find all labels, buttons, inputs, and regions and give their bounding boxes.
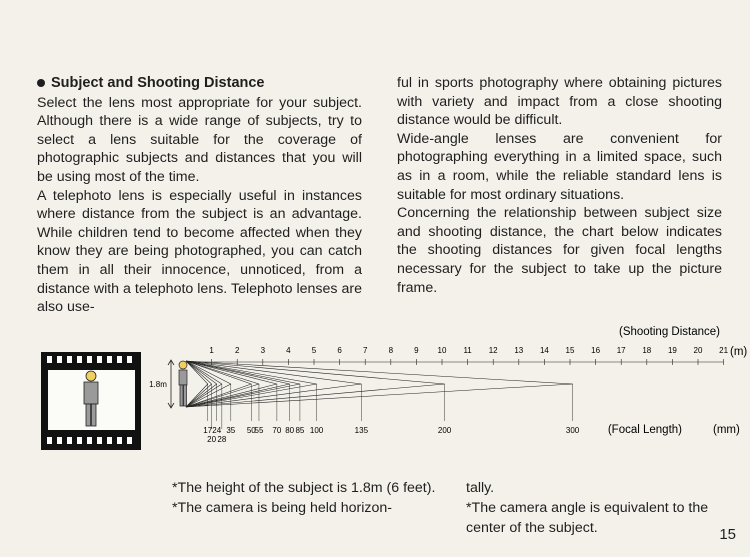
film-hole [117, 356, 122, 363]
distance-tick-label: 3 [260, 346, 266, 355]
page-number: 15 [719, 526, 736, 543]
distance-tick-label: 5 [311, 346, 317, 355]
distance-tick-label: 18 [642, 346, 652, 355]
note: tally. [466, 480, 495, 496]
focal-length-label: 55 [254, 426, 264, 435]
notes-right [466, 478, 736, 538]
distance-tick-label: 2 [234, 346, 240, 355]
ray-line [186, 361, 317, 384]
film-hole [87, 356, 92, 363]
paragraph: Concerning the relationship between subject size and shooting distance, the chart below indicates the shooting distances for given focal lengths necessary for the subject to take up the picture frame. [397, 205, 722, 296]
distance-tick-label: 4 [286, 346, 291, 355]
focal-length-label: 300 [565, 426, 580, 435]
film-hole [77, 437, 82, 444]
right-column [397, 74, 722, 297]
paragraph: Wide-angle lenses are convenient for photographing everything in a limited space, such as in a room, while the reliable standard lens is suitable for most ordinary situations. [397, 130, 722, 203]
ray-line [186, 384, 445, 407]
distance-tick-label: 15 [565, 346, 575, 355]
notes-left [172, 478, 442, 518]
focal-length-label: 20 [207, 435, 217, 444]
note: *The camera is being held horizon- [172, 500, 393, 516]
distance-tick-label: 1 [209, 346, 214, 355]
focal-length-label: 80 [285, 426, 295, 435]
focal-length-label: 28 [217, 435, 227, 444]
film-hole [77, 356, 82, 363]
distance-tick-label: 14 [539, 346, 549, 355]
section-heading [37, 74, 362, 93]
film-hole [67, 356, 72, 363]
focal-length-label: 35 [226, 426, 236, 435]
film-hole [107, 437, 112, 444]
film-hole [57, 437, 62, 444]
paragraph: A telephoto lens is especially useful in instances where distance from the subject is an advantage. While children tend to become affected when they know they are being photographed, you can catch them in all their innocence, unnoticed, from a distance with a telephoto lens. Telephoto lenses are also use- [37, 187, 362, 316]
distance-tick-label: 12 [488, 346, 498, 355]
film-frame-icon [41, 352, 141, 450]
distance-tick-label: 11 [463, 346, 472, 355]
bullet-icon [37, 79, 45, 87]
subject-figure-icon [179, 361, 187, 406]
distance-tick-label: 19 [667, 346, 677, 355]
shooting-distance-label: (Shooting Distance) [619, 326, 720, 338]
paragraph: Select the lens most appropriate for your subject. Although there is a wide range of subjects, try to select a lens suitable for the coverage of photographic subjects and distances that you will be using most of the time. [37, 94, 362, 185]
focal-length-label: 17 [203, 426, 213, 435]
film-hole [87, 437, 92, 444]
film-hole [47, 437, 52, 444]
left-column [37, 74, 362, 317]
distance-tick-label: 20 [693, 346, 703, 355]
ray-line [186, 384, 277, 407]
distance-tick-label: 7 [362, 346, 368, 355]
film-hole [57, 356, 62, 363]
ray-line [186, 361, 445, 384]
distance-diagram [0, 325, 750, 455]
ray-line [186, 361, 277, 384]
focal-length-label: 100 [309, 426, 324, 435]
focal-length-label: 50 [246, 426, 256, 435]
distance-tick-label: 8 [388, 346, 394, 355]
focal-length-label: 200 [437, 426, 452, 435]
focal-length-label: 135 [354, 426, 369, 435]
film-hole [47, 356, 52, 363]
distance-tick-label: 13 [514, 346, 524, 355]
note: *The camera angle is equivalent to the center of the subject. [466, 500, 709, 536]
focal-length-label: 24 [212, 426, 222, 435]
focal-length-label: 85 [295, 426, 305, 435]
distance-tick-label: 9 [414, 346, 419, 355]
section-heading-text: Subject and Shooting Distance [51, 75, 265, 91]
distance-unit: (m) [730, 346, 748, 358]
height-label: 1.8m [149, 380, 167, 389]
film-hole [67, 437, 72, 444]
distance-tick-label: 17 [616, 346, 626, 355]
film-hole [97, 356, 102, 363]
distance-tick-label: 21 [719, 346, 729, 355]
focal-length-label: 70 [272, 426, 282, 435]
film-hole [127, 356, 132, 363]
distance-tick-label: 6 [337, 346, 342, 355]
note: *The height of the subject is 1.8m (6 feet). [172, 480, 436, 496]
film-hole [117, 437, 122, 444]
distance-tick-label: 16 [591, 346, 601, 355]
film-hole [107, 356, 112, 363]
focal-unit: (mm) [713, 424, 740, 436]
focal-length-label: (Focal Length) [607, 424, 682, 436]
paragraph: ful in sports photography where obtaining pictures with variety and impact from a close shooting distance would be difficult. [397, 75, 722, 129]
film-hole [127, 437, 132, 444]
film-hole [97, 437, 102, 444]
distance-tick-label: 10 [437, 346, 447, 355]
